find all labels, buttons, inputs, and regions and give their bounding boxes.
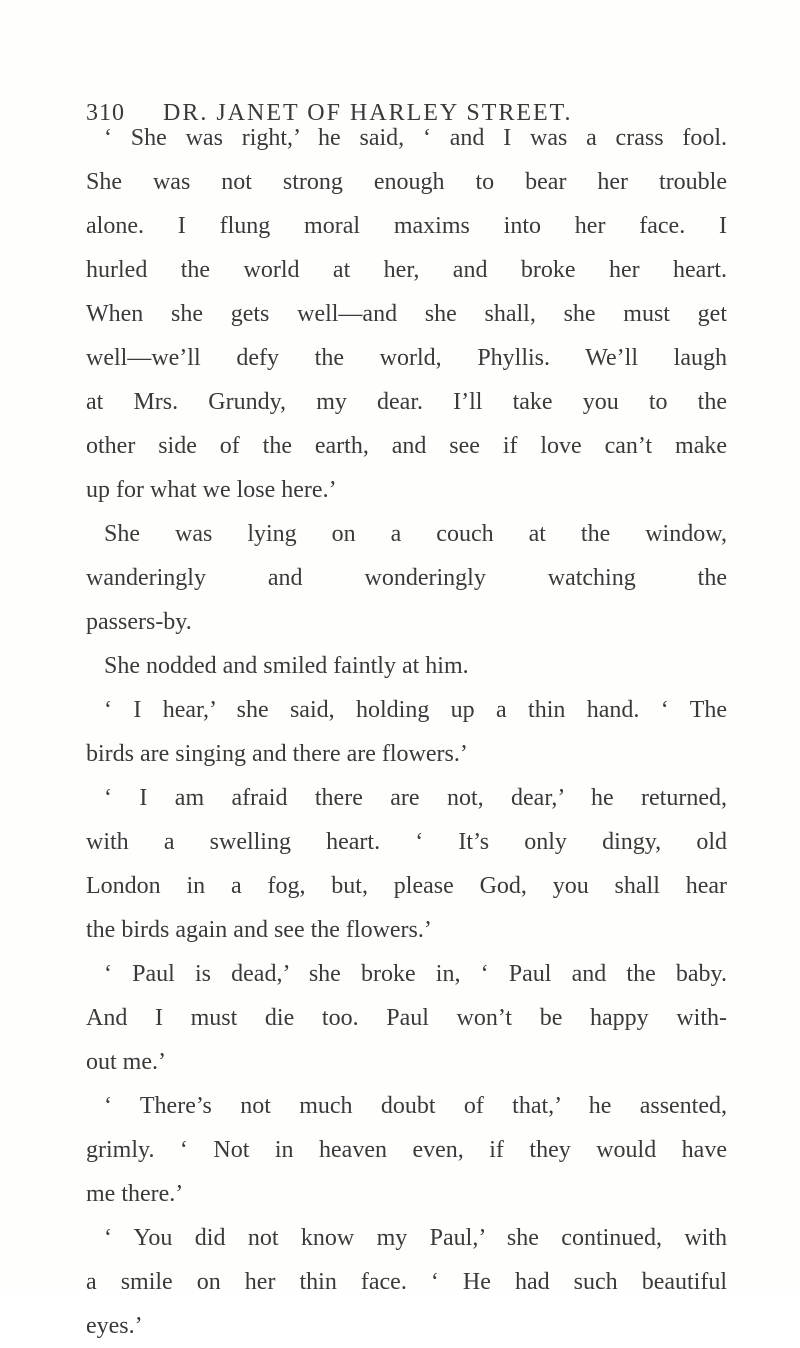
text-line: She was not strong enough to bear her trouble (86, 169, 727, 195)
text-line: ‘ Paul is dead,’ she broke in, ‘ Paul and the baby. (104, 961, 727, 987)
text-line: She was lying on a couch at the window, (104, 521, 727, 547)
text-line: birds are singing and there are flowers.’ (86, 741, 468, 767)
text-line: well—we’ll defy the world, Phyllis. We’ll laugh (86, 345, 727, 371)
running-title: DR. JANET OF HARLEY STREET. (163, 100, 573, 126)
text-line: eyes.’ (86, 1313, 143, 1339)
text-line: with a swelling heart. ‘ It’s only dingy, old (86, 829, 727, 855)
text-line: a smile on her thin face. ‘ He had such beautiful (86, 1269, 727, 1295)
text-line: ‘ I hear,’ she said, holding up a thin hand. ‘ The (104, 697, 727, 723)
text-line: wanderingly and wonderingly watching the (86, 565, 727, 591)
text-line: out me.’ (86, 1049, 166, 1075)
text-line: ‘ There’s not much doubt of that,’ he assented, (104, 1093, 727, 1119)
text-line: And I must die too. Paul won’t be happy with- (86, 1005, 727, 1031)
text-line: hurled the world at her, and broke her heart. (86, 257, 727, 283)
body-text (86, 116, 727, 1348)
text-line: the birds again and see the flowers.’ (86, 917, 432, 943)
text-line: at Mrs. Grundy, my dear. I’ll take you to the (86, 389, 727, 415)
text-line: me there.’ (86, 1181, 184, 1207)
page-number: 310 (86, 100, 125, 126)
text-line: alone. I flung moral maxims into her face. I (86, 213, 727, 239)
text-line: ‘ I am afraid there are not, dear,’ he returned, (104, 785, 727, 811)
text-line: ‘ She was right,’ he said, ‘ and I was a crass fool. (104, 125, 727, 151)
text-line: London in a fog, but, please God, you shall hear (86, 873, 727, 899)
text-line: ‘ You did not know my Paul,’ she continued, with (104, 1225, 727, 1251)
text-line: up for what we lose here.’ (86, 477, 337, 503)
text-line: When she gets well—and she shall, she must get (86, 301, 727, 327)
text-line: other side of the earth, and see if love can’t make (86, 433, 727, 459)
text-line: grimly. ‘ Not in heaven even, if they would have (86, 1137, 727, 1163)
text-line: passers-by. (86, 609, 192, 635)
text-line: She nodded and smiled faintly at him. (104, 653, 469, 679)
